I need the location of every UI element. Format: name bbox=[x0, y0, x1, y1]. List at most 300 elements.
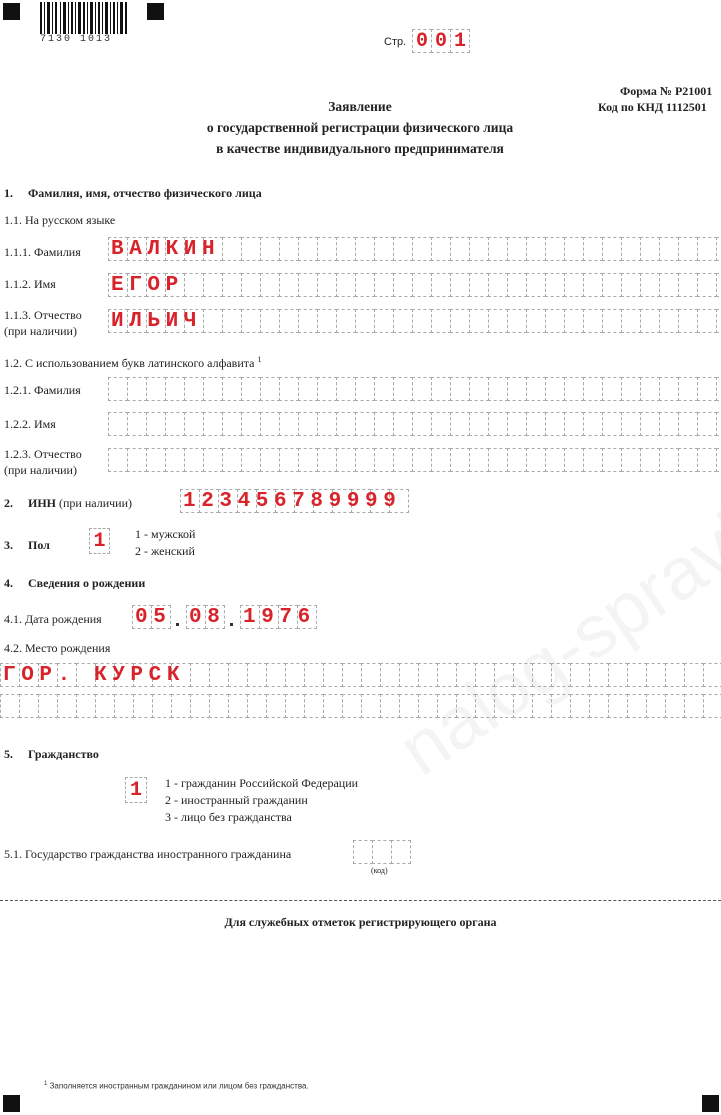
form-cell bbox=[450, 412, 470, 436]
page-digit: 1 bbox=[450, 29, 470, 53]
form-cell bbox=[374, 448, 394, 472]
knd-code: Код по КНД 1112501 bbox=[598, 100, 707, 114]
sex-value-box: 1 bbox=[89, 528, 110, 554]
form-cell bbox=[298, 448, 318, 472]
latin-patronymic-grid bbox=[108, 448, 721, 472]
form-cell bbox=[697, 412, 717, 436]
latin-footnote-mark: 1 bbox=[257, 355, 262, 364]
form-cell bbox=[431, 273, 451, 297]
form-cell bbox=[336, 237, 356, 261]
form-cell bbox=[488, 273, 508, 297]
page-title bbox=[150, 96, 570, 159]
form-cell bbox=[260, 237, 280, 261]
form-cell bbox=[621, 377, 641, 401]
form-cell bbox=[146, 448, 166, 472]
form-cell bbox=[372, 840, 392, 864]
form-cell bbox=[678, 273, 698, 297]
form-cell bbox=[507, 448, 527, 472]
form-cell bbox=[222, 237, 242, 261]
section-3-number: 3. bbox=[4, 538, 13, 552]
form-cell bbox=[507, 412, 527, 436]
form-cell bbox=[564, 412, 584, 436]
form-cell bbox=[640, 273, 660, 297]
form-cell bbox=[355, 237, 375, 261]
corner-marker-top-left bbox=[3, 3, 20, 20]
form-cell bbox=[247, 694, 267, 718]
form-cell bbox=[342, 663, 362, 687]
form-cell bbox=[380, 694, 400, 718]
form-cell bbox=[304, 694, 324, 718]
barcode-number: 7130 1013 bbox=[40, 34, 130, 45]
form-cell bbox=[266, 694, 286, 718]
form-cell bbox=[545, 309, 565, 333]
patronymic-value: ИЛЬИЧ bbox=[111, 310, 203, 333]
form-cell bbox=[646, 663, 666, 687]
form-cell bbox=[469, 448, 489, 472]
section-5-number: 5. bbox=[4, 747, 13, 761]
patronymic-sublabel: (при наличии) bbox=[4, 324, 77, 338]
form-cell bbox=[602, 448, 622, 472]
form-cell bbox=[627, 663, 647, 687]
country-code-grid bbox=[353, 840, 410, 864]
form-cell bbox=[659, 377, 679, 401]
form-cell bbox=[640, 309, 660, 333]
form-cell bbox=[108, 448, 128, 472]
corner-marker-bottom-right bbox=[702, 1095, 719, 1112]
form-cell bbox=[241, 412, 261, 436]
form-cell bbox=[184, 448, 204, 472]
form-cell bbox=[716, 273, 721, 297]
name-label: 1.1.2. Имя bbox=[4, 277, 56, 291]
form-cell bbox=[494, 663, 514, 687]
form-cell bbox=[437, 694, 457, 718]
name-grid bbox=[108, 273, 721, 297]
form-cell bbox=[393, 273, 413, 297]
form-cell bbox=[526, 377, 546, 401]
form-cell bbox=[621, 237, 641, 261]
form-cell bbox=[146, 412, 166, 436]
form-cell bbox=[545, 377, 565, 401]
form-cell bbox=[716, 377, 721, 401]
form-cell bbox=[108, 412, 128, 436]
form-cell bbox=[456, 663, 476, 687]
form-cell bbox=[355, 448, 375, 472]
country-code-caption: (код) bbox=[371, 866, 388, 875]
form-cell bbox=[545, 273, 565, 297]
form-cell bbox=[431, 448, 451, 472]
form-cell bbox=[203, 377, 223, 401]
form-cell bbox=[697, 448, 717, 472]
form-cell bbox=[602, 309, 622, 333]
sex-option-female: 2 - женский bbox=[135, 544, 195, 558]
latin-surname-label: 1.2.1. Фамилия bbox=[4, 383, 81, 397]
form-cell bbox=[697, 237, 717, 261]
name-value: ЕГОР bbox=[111, 274, 184, 297]
form-cell bbox=[659, 309, 679, 333]
form-cell bbox=[317, 237, 337, 261]
form-cell bbox=[488, 377, 508, 401]
form-cell bbox=[412, 448, 432, 472]
latin-patronymic-sublabel: (при наличии) bbox=[4, 463, 77, 477]
inn-value: 123456789999 bbox=[183, 490, 402, 513]
form-cell bbox=[678, 448, 698, 472]
form-cell bbox=[469, 237, 489, 261]
footnote-text: Заполняется иностранным гражданином или лицом без гражданства. bbox=[49, 1081, 309, 1091]
latin-surname-grid bbox=[108, 377, 721, 401]
birth-place-grid-2 bbox=[0, 694, 721, 718]
section-1-heading: Фамилия, имя, отчество физического лица bbox=[28, 186, 262, 200]
form-cell bbox=[279, 309, 299, 333]
inn-label bbox=[28, 496, 132, 510]
form-cell bbox=[627, 694, 647, 718]
form-cell bbox=[583, 309, 603, 333]
form-cell bbox=[469, 412, 489, 436]
citizenship-option-3: 3 - лицо без гражданства bbox=[165, 810, 292, 824]
form-cell bbox=[602, 273, 622, 297]
form-cell bbox=[222, 309, 242, 333]
form-cell bbox=[640, 412, 660, 436]
sex-option-male: 1 - мужской bbox=[135, 527, 196, 541]
form-cell bbox=[450, 309, 470, 333]
form-cell bbox=[665, 694, 685, 718]
form-cell bbox=[374, 237, 394, 261]
form-cell bbox=[127, 448, 147, 472]
form-cell bbox=[456, 694, 476, 718]
form-cell bbox=[298, 377, 318, 401]
form-cell bbox=[697, 377, 717, 401]
form-cell bbox=[412, 273, 432, 297]
form-cell bbox=[418, 694, 438, 718]
form-cell bbox=[171, 694, 191, 718]
form-cell bbox=[488, 412, 508, 436]
form-cell bbox=[304, 663, 324, 687]
citizenship-option-1: 1 - гражданин Российской Федерации bbox=[165, 776, 359, 790]
form-cell bbox=[317, 412, 337, 436]
form-cell bbox=[431, 377, 451, 401]
form-cell bbox=[184, 273, 204, 297]
form-cell bbox=[266, 663, 286, 687]
form-cell bbox=[361, 694, 381, 718]
form-cell bbox=[703, 663, 721, 687]
russian-subheading: 1.1. На русском языке bbox=[4, 213, 116, 227]
form-cell bbox=[393, 237, 413, 261]
date-separator bbox=[176, 623, 179, 626]
form-cell bbox=[241, 237, 261, 261]
form-cell bbox=[374, 309, 394, 333]
form-cell bbox=[545, 412, 565, 436]
form-cell bbox=[355, 377, 375, 401]
form-cell bbox=[260, 273, 280, 297]
form-cell bbox=[247, 663, 267, 687]
form-cell bbox=[450, 273, 470, 297]
form-cell bbox=[336, 412, 356, 436]
birth-month-value: 08 bbox=[189, 606, 226, 629]
inn-label-bold: ИНН bbox=[28, 496, 57, 510]
form-cell bbox=[716, 309, 721, 333]
form-cell bbox=[678, 412, 698, 436]
form-cell bbox=[608, 663, 628, 687]
form-cell bbox=[583, 412, 603, 436]
form-cell bbox=[678, 377, 698, 401]
sex-label: Пол bbox=[28, 538, 50, 552]
form-cell bbox=[165, 412, 185, 436]
form-cell bbox=[361, 663, 381, 687]
latin-subheading bbox=[4, 353, 261, 370]
form-cell bbox=[659, 448, 679, 472]
form-cell bbox=[602, 412, 622, 436]
form-cell bbox=[431, 237, 451, 261]
form-cell bbox=[298, 237, 318, 261]
form-cell bbox=[412, 237, 432, 261]
form-cell bbox=[640, 377, 660, 401]
latin-subheading-text: 1.2. С использованием букв латинского алфавита bbox=[4, 356, 255, 370]
form-cell bbox=[203, 309, 223, 333]
form-cell bbox=[355, 412, 375, 436]
form-cell bbox=[526, 309, 546, 333]
form-cell bbox=[260, 412, 280, 436]
citizenship-heading: Гражданство bbox=[28, 747, 99, 761]
form-cell bbox=[412, 377, 432, 401]
form-cell bbox=[488, 309, 508, 333]
form-cell bbox=[640, 448, 660, 472]
form-cell bbox=[76, 694, 96, 718]
form-cell bbox=[190, 694, 210, 718]
form-cell bbox=[203, 273, 223, 297]
form-cell bbox=[431, 309, 451, 333]
form-cell bbox=[621, 448, 641, 472]
form-cell bbox=[665, 663, 685, 687]
form-cell bbox=[209, 663, 229, 687]
form-cell bbox=[336, 273, 356, 297]
form-cell bbox=[393, 448, 413, 472]
form-cell bbox=[532, 694, 552, 718]
form-cell bbox=[697, 309, 717, 333]
title-line-1: Заявление bbox=[328, 99, 392, 114]
birth-date-label: 4.1. Дата рождения bbox=[4, 612, 102, 626]
form-cell bbox=[317, 377, 337, 401]
form-cell bbox=[222, 412, 242, 436]
inn-label-rest: (при наличии) bbox=[59, 496, 132, 510]
form-cell bbox=[38, 694, 58, 718]
latin-name-label: 1.2.2. Имя bbox=[4, 417, 56, 431]
form-cell bbox=[488, 237, 508, 261]
form-cell bbox=[513, 663, 533, 687]
form-cell bbox=[513, 694, 533, 718]
birth-day-value: 05 bbox=[135, 606, 172, 629]
form-cell bbox=[551, 663, 571, 687]
form-cell bbox=[621, 309, 641, 333]
form-cell bbox=[336, 448, 356, 472]
form-cell bbox=[494, 694, 514, 718]
form-cell bbox=[507, 237, 527, 261]
form-cell bbox=[57, 694, 77, 718]
form-cell bbox=[279, 448, 299, 472]
form-cell bbox=[412, 412, 432, 436]
barcode bbox=[38, 2, 130, 36]
form-cell bbox=[285, 694, 305, 718]
form-cell bbox=[298, 412, 318, 436]
form-cell bbox=[317, 273, 337, 297]
date-separator bbox=[230, 623, 233, 626]
form-cell bbox=[374, 273, 394, 297]
form-cell bbox=[285, 663, 305, 687]
form-cell bbox=[570, 694, 590, 718]
form-cell bbox=[298, 273, 318, 297]
form-cell bbox=[418, 663, 438, 687]
form-cell bbox=[450, 448, 470, 472]
page-digit: 0 bbox=[431, 29, 451, 53]
form-cell bbox=[19, 694, 39, 718]
title-line-2: о государственной регистрации физического лица bbox=[206, 120, 514, 135]
form-cell bbox=[678, 309, 698, 333]
form-cell bbox=[127, 377, 147, 401]
form-cell bbox=[241, 273, 261, 297]
form-cell bbox=[589, 694, 609, 718]
citizenship-value-box: 1 bbox=[125, 777, 147, 803]
birth-place-label: 4.2. Место рождения bbox=[4, 641, 111, 655]
form-cell bbox=[659, 273, 679, 297]
form-cell bbox=[583, 448, 603, 472]
form-cell bbox=[570, 663, 590, 687]
official-use-heading: Для служебных отметок регистрирующего органа bbox=[224, 915, 497, 929]
form-cell bbox=[127, 412, 147, 436]
form-cell bbox=[646, 694, 666, 718]
page-number bbox=[412, 29, 469, 53]
form-cell bbox=[716, 412, 721, 436]
form-cell bbox=[279, 273, 299, 297]
birth-place-value: ГОР. КУРСК bbox=[3, 664, 186, 687]
form-cell bbox=[564, 237, 584, 261]
form-cell bbox=[545, 237, 565, 261]
form-cell bbox=[184, 412, 204, 436]
form-cell bbox=[260, 309, 280, 333]
form-cell bbox=[241, 448, 261, 472]
form-cell bbox=[203, 448, 223, 472]
form-cell bbox=[209, 694, 229, 718]
form-cell bbox=[279, 412, 299, 436]
title-line-3: в качестве индивидуального предпринимателя bbox=[216, 141, 504, 156]
form-cell bbox=[684, 663, 704, 687]
divider bbox=[0, 900, 721, 901]
form-cell bbox=[589, 663, 609, 687]
form-cell bbox=[222, 377, 242, 401]
section-1-number: 1. bbox=[4, 186, 13, 200]
form-cell bbox=[526, 237, 546, 261]
form-number: Форма № Р21001 bbox=[620, 84, 713, 98]
form-cell bbox=[228, 694, 248, 718]
form-cell bbox=[640, 237, 660, 261]
form-cell bbox=[95, 694, 115, 718]
form-cell bbox=[564, 377, 584, 401]
form-cell bbox=[108, 377, 128, 401]
form-cell bbox=[380, 663, 400, 687]
form-cell bbox=[659, 237, 679, 261]
form-cell bbox=[0, 694, 20, 718]
form-cell bbox=[564, 448, 584, 472]
form-cell bbox=[532, 663, 552, 687]
surname-value: ВАЛКИН bbox=[111, 238, 221, 261]
form-cell bbox=[545, 448, 565, 472]
form-cell bbox=[165, 377, 185, 401]
form-cell bbox=[602, 237, 622, 261]
form-cell bbox=[342, 694, 362, 718]
form-cell bbox=[152, 694, 172, 718]
form-cell bbox=[450, 237, 470, 261]
form-cell bbox=[114, 694, 134, 718]
form-cell bbox=[190, 663, 210, 687]
form-cell bbox=[336, 377, 356, 401]
form-cell bbox=[475, 663, 495, 687]
form-cell bbox=[684, 694, 704, 718]
form-cell bbox=[526, 273, 546, 297]
form-cell bbox=[507, 377, 527, 401]
form-cell bbox=[399, 663, 419, 687]
footnote-mark: 1 bbox=[44, 1081, 48, 1087]
citizenship-option-2: 2 - иностранный гражданин bbox=[165, 793, 308, 807]
section-2-number: 2. bbox=[4, 496, 13, 510]
form-cell bbox=[608, 694, 628, 718]
form-cell bbox=[393, 309, 413, 333]
form-cell bbox=[564, 273, 584, 297]
form-cell bbox=[551, 694, 571, 718]
form-cell bbox=[228, 663, 248, 687]
form-cell bbox=[526, 448, 546, 472]
form-cell bbox=[659, 412, 679, 436]
form-cell bbox=[475, 694, 495, 718]
form-cell bbox=[241, 309, 261, 333]
corner-marker-bottom-left bbox=[3, 1095, 20, 1112]
form-cell bbox=[399, 694, 419, 718]
surname-label: 1.1.1. Фамилия bbox=[4, 245, 81, 259]
form-cell bbox=[203, 412, 223, 436]
form-cell bbox=[469, 273, 489, 297]
form-cell bbox=[393, 412, 413, 436]
foreign-country-label: 5.1. Государство гражданства иностранного гражданина bbox=[4, 847, 292, 861]
page-digit: 0 bbox=[412, 29, 432, 53]
form-cell bbox=[469, 309, 489, 333]
form-cell bbox=[317, 309, 337, 333]
form-cell bbox=[564, 309, 584, 333]
form-cell bbox=[260, 448, 280, 472]
form-cell bbox=[374, 377, 394, 401]
form-cell bbox=[716, 237, 721, 261]
form-cell bbox=[355, 309, 375, 333]
form-cell bbox=[488, 448, 508, 472]
form-cell bbox=[298, 309, 318, 333]
form-cell bbox=[374, 412, 394, 436]
form-cell bbox=[678, 237, 698, 261]
form-cell bbox=[323, 663, 343, 687]
form-cell bbox=[621, 412, 641, 436]
page-label: Стр. bbox=[384, 36, 407, 48]
form-cell bbox=[184, 377, 204, 401]
form-cell bbox=[621, 273, 641, 297]
form-cell bbox=[437, 663, 457, 687]
form-cell bbox=[222, 273, 242, 297]
form-cell bbox=[431, 412, 451, 436]
corner-marker-top-right bbox=[147, 3, 164, 20]
form-cell bbox=[241, 377, 261, 401]
form-cell bbox=[279, 237, 299, 261]
form-cell bbox=[412, 309, 432, 333]
form-cell bbox=[450, 377, 470, 401]
latin-name-grid bbox=[108, 412, 721, 436]
form-cell bbox=[222, 448, 242, 472]
form-cell bbox=[165, 448, 185, 472]
patronymic-label: 1.1.3. Отчество bbox=[4, 308, 82, 322]
form-cell bbox=[583, 237, 603, 261]
form-cell bbox=[393, 377, 413, 401]
